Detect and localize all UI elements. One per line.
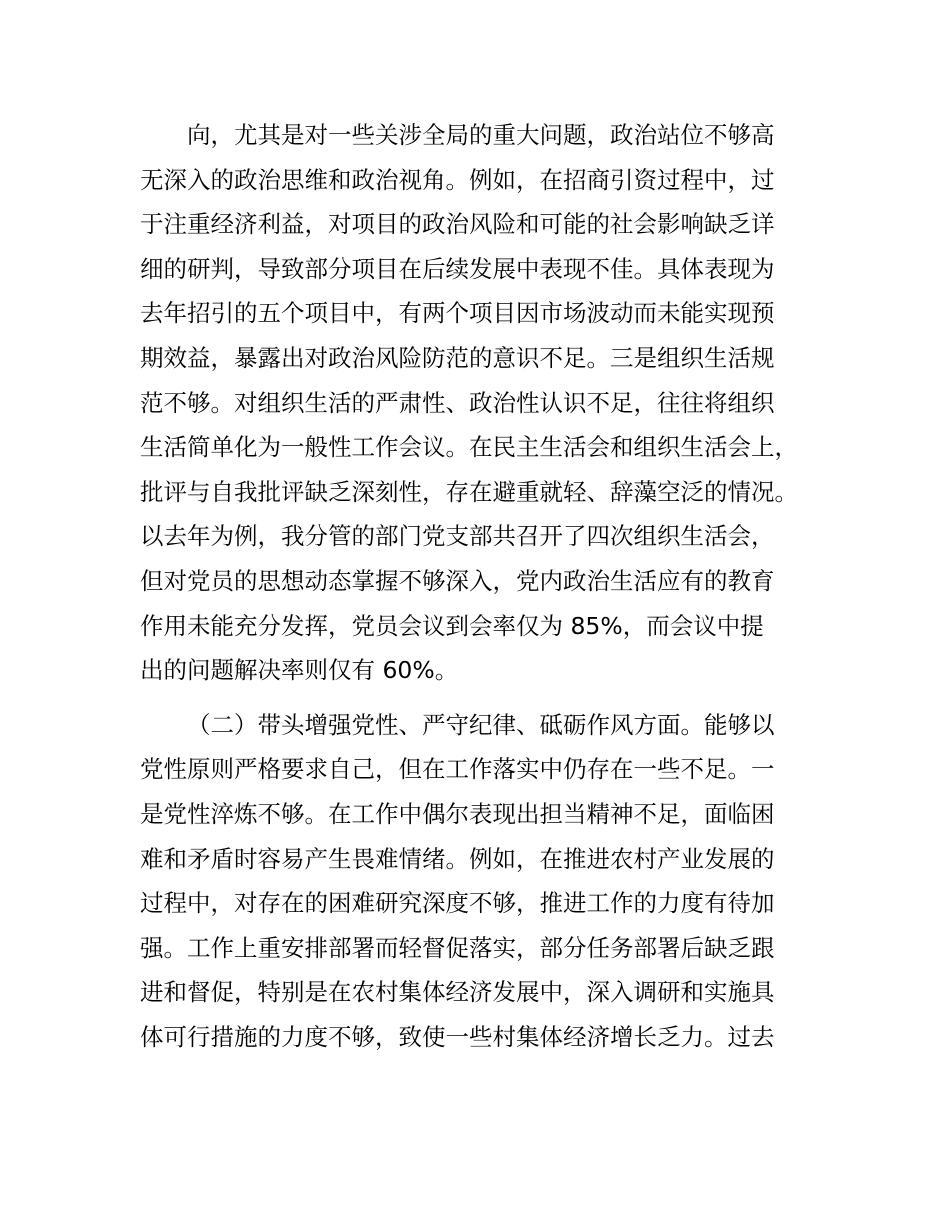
text-line: 是党性淬炼不够。在工作中偶尔表现出担当精神不足，面临困 — [140, 799, 775, 828]
text-line: 以去年为例，我分管的部门党支部共召开了四次组织生活会， — [140, 522, 775, 551]
text-line: 无深入的政治思维和政治视角。例如，在招商引资过程中，过 — [140, 165, 775, 194]
text-line: 范不够。对组织生活的严肃性、政治性认识不足，往往将组织 — [140, 388, 775, 417]
text-line: 期效益，暴露出对政治风险防范的意识不足。三是组织生活规 — [140, 343, 775, 372]
text-line: 去年招引的五个项目中，有两个项目因市场波动而未能实现预 — [140, 299, 775, 328]
text-line: 细的研判，导致部分项目在后续发展中表现不佳。具体表现为 — [140, 254, 775, 283]
paragraph — [140, 703, 840, 1060]
text-line: 党性原则严格要求自己，但在工作落实中仍存在一些不足。一 — [140, 755, 775, 784]
text-line: 强。工作上重安排部署而轻督促落实，部分任务部署后缺乏跟 — [140, 933, 775, 962]
text-line: （二）带头增强党性、严守纪律、砥砺作风方面。能够以 — [187, 710, 775, 739]
text-line: 体可行措施的力度不够，致使一些村集体经济增长乏力。过去 — [140, 1022, 775, 1051]
text-line: 难和矛盾时容易产生畏难情绪。例如，在推进农村产业发展的 — [140, 844, 775, 873]
text-line: 生活简单化为一般性工作会议。在民主生活会和组织生活会上， — [140, 433, 798, 462]
document-body — [140, 113, 840, 1059]
text-line: 出的问题解决率则仅有 60%。 — [140, 656, 459, 685]
text-line: 进和督促，特别是在农村集体经济发展中，深入调研和实施具 — [140, 978, 775, 1007]
text-line: 作用未能充分发挥，党员会议到会率仅为 85%，而会议中提 — [140, 611, 764, 640]
text-line: 过程中，对存在的困难研究深度不够，推进工作的力度有待加 — [140, 889, 775, 918]
text-line: 向，尤其是对一些关涉全局的重大问题，政治站位不够高 — [187, 121, 775, 149]
paragraph — [140, 113, 840, 693]
text-line: 于注重经济利益，对项目的政治风险和可能的社会影响缺乏详 — [140, 210, 775, 239]
text-line: 批评与自我批评缺乏深刻性，存在避重就轻、辞藻空泛的情况。 — [140, 477, 798, 506]
text-line: 但对党员的思想动态掌握不够深入，党内政治生活应有的教育 — [140, 566, 775, 595]
paragraph-spacing — [140, 693, 840, 703]
